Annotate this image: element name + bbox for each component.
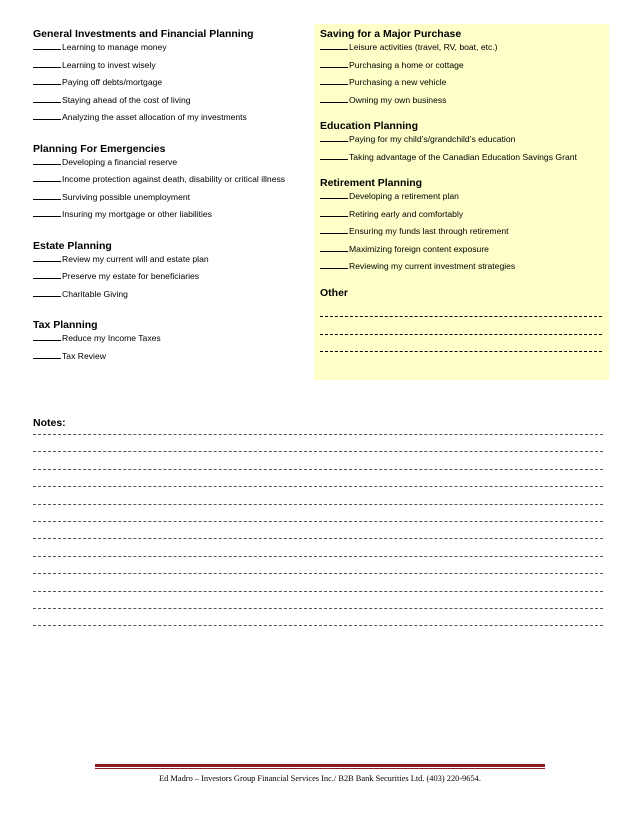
checklist-item[interactable]: Developing a retirement plan (320, 190, 603, 208)
checklist-item[interactable]: Purchasing a new vehicle (320, 76, 603, 94)
notes-line[interactable] (33, 452, 603, 469)
checklist-item[interactable]: Preserve my estate for beneficiaries (33, 270, 313, 288)
notes-line[interactable] (33, 539, 603, 556)
other-title: Other (320, 286, 349, 299)
checklist-item[interactable]: Retiring early and comfortably (320, 208, 603, 226)
notes-line[interactable] (33, 609, 603, 626)
notes-line[interactable] (33, 574, 603, 591)
checklist-item[interactable]: Charitable Giving (33, 288, 313, 306)
checklist-item[interactable]: Surviving possible unemployment (33, 191, 313, 209)
other-write-in-line[interactable] (320, 317, 602, 335)
checklist-item[interactable]: Purchasing a home or cottage (320, 59, 603, 77)
other-write-in-line[interactable] (320, 335, 602, 353)
footer (95, 764, 545, 783)
notes-line[interactable] (33, 592, 603, 609)
checklist-item[interactable]: Analyzing the asset allocation of my investments (33, 111, 313, 129)
tax-planning-title: Tax Planning (33, 319, 98, 331)
notes-line[interactable] (33, 470, 603, 487)
notes-line[interactable] (33, 487, 603, 504)
checklist-item[interactable]: Reduce my Income Taxes (33, 332, 313, 350)
checklist-item[interactable]: Paying off debts/mortgage (33, 76, 313, 94)
checklist-item[interactable]: Learning to manage money (33, 41, 313, 59)
checklist-item[interactable]: Insuring my mortgage or other liabilities (33, 208, 313, 226)
checklist-item[interactable]: Maximizing foreign content exposure (320, 243, 603, 261)
other-write-in-line[interactable] (320, 300, 602, 318)
checklist-item[interactable]: Review my current will and estate plan (33, 253, 313, 271)
checklist-item[interactable]: Ensuring my funds last through retirement (320, 225, 603, 243)
footer-rule (95, 764, 545, 767)
general-investments-title: General Investments and Financial Planning (33, 28, 254, 40)
education-planning-title: Education Planning (320, 120, 419, 132)
notes-line[interactable] (33, 522, 603, 539)
footer-contact-text: Ed Madro – Investors Group Financial Services Inc./ B2B Bank Securities Ltd. (403) 220-9654. (159, 774, 481, 783)
notes-line[interactable] (33, 435, 603, 452)
checklist-item[interactable]: Developing a financial reserve (33, 156, 313, 174)
notes-title: Notes: (33, 417, 66, 429)
checklist-item[interactable]: Income protection against death, disability or critical illness (33, 173, 313, 191)
left-column (33, 28, 313, 367)
estate-planning-title: Estate Planning (33, 239, 112, 252)
emergencies-title: Planning For Emergencies (33, 142, 166, 155)
checklist-item[interactable]: Reviewing my current investment strategies (320, 260, 603, 278)
notes-line[interactable] (33, 557, 603, 574)
checklist-item[interactable]: Leisure activities (travel, RV, boat, etc.) (320, 41, 603, 59)
checklist-item[interactable]: Staying ahead of the cost of living (33, 94, 313, 112)
checklist-item[interactable]: Paying for my child’s/grandchild’s education (320, 133, 603, 151)
checklist-item[interactable]: Owning my own business (320, 94, 603, 112)
notes-line[interactable] (33, 505, 603, 522)
retirement-planning-title: Retirement Planning (320, 177, 423, 189)
checklist-item[interactable]: Taking advantage of the Canadian Education Savings Grant (320, 151, 603, 169)
right-column-highlight (314, 24, 609, 380)
checklist-item[interactable]: Tax Review (33, 350, 313, 368)
major-purchase-title: Saving for a Major Purchase (320, 28, 462, 40)
footer-rule (95, 768, 545, 769)
checklist-item[interactable]: Learning to invest wisely (33, 59, 313, 77)
notes-section (33, 417, 603, 626)
